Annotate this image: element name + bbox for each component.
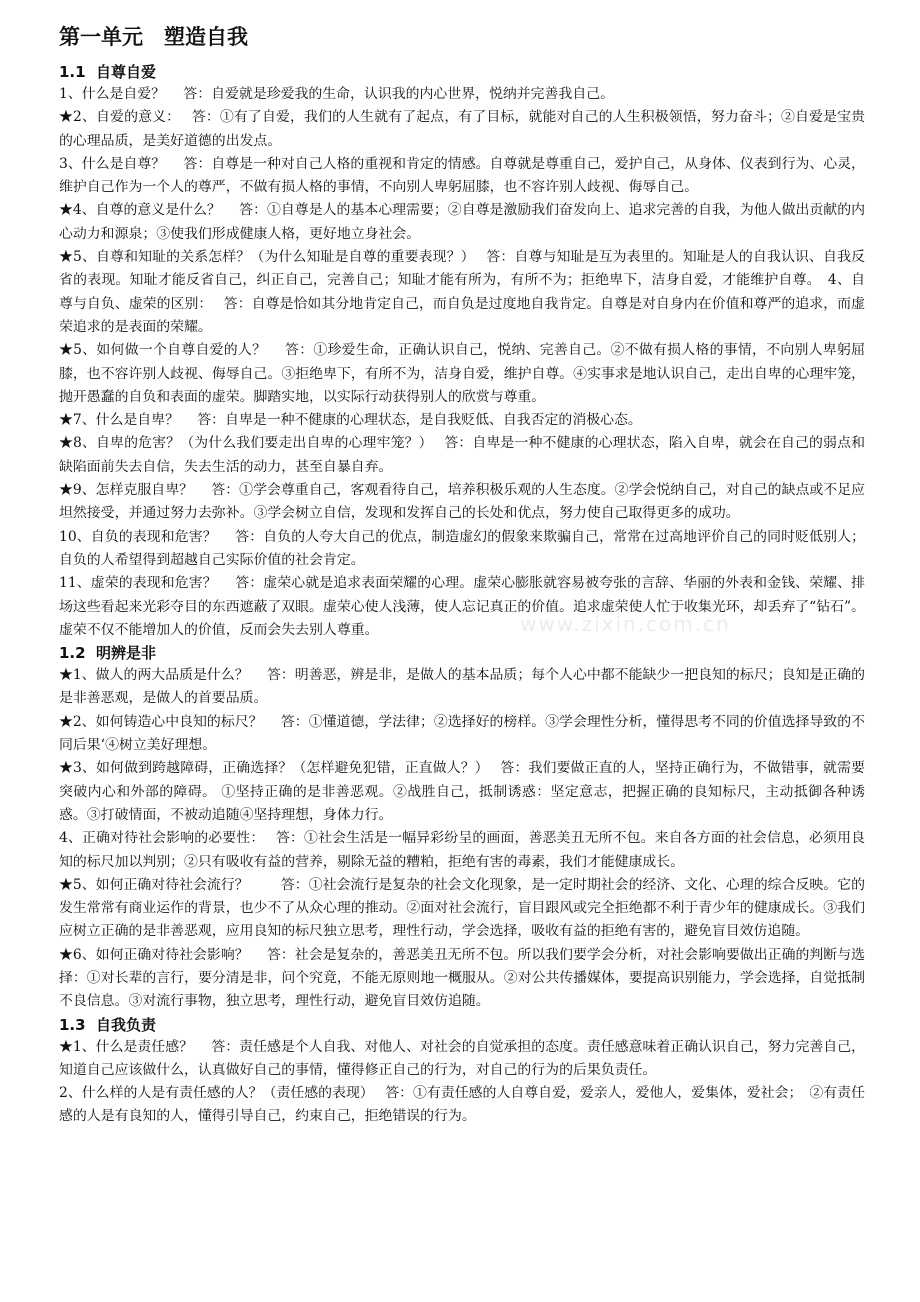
section-right-wrong [59,642,865,1013]
section-heading: 1.2 明辨是非 [59,644,157,663]
section-self-responsibility [59,1014,865,1129]
qa-paragraph: 4、正确对待社会影响的必要性： 答：①社会生活是一幅异彩纷呈的画面，善恶美丑无所不包。来自各方面的社会信息，必须用良知的标尺加以判别；②只有吸收有益的营养，剔除无益的糟粕，拒绝有害的毒素，我们才能健康成长。 [59,830,865,870]
qa-paragraph: 11、虚荣的表现和危害？ 答：虚荣心就是追求表面荣耀的心理。虚荣心膨胀就容易被夸张的言辞、华丽的外表和金钱、荣耀、排场这些看起来光彩夺目的东西遮蔽了双眼。虚荣心使人浅薄，使人忘记真正的价值。追求虚荣使人忙于收集光环，却丢弃了“钻石”。虚荣不仅不能增加人的价值，反而会失去别人尊重。 [59,575,865,638]
qa-paragraph: ★6、如何正确对待社会影响？ 答：社会是复杂的，善恶美丑无所不包。所以我们要学会分析，对社会影响要做出正确的判断与选择：①对长辈的言行，要分清是非，问个究竟，不能无原则地一概服从。②对公共传播媒体，要提高识别能力，学会选择，自觉抵制不良信息。③对流行事物，独立思考，理性行动，避免盲目效仿追随。 [59,946,865,1010]
qa-paragraph: ★5、自尊和知耻的关系怎样？（为什么知耻是自尊的重要表现？） 答：自尊与知耻是互为表里的。知耻是人的自我认识、自我反省的表现。知耻才能反省自己，纠正自己，完善自己；知耻才能有所为，有所不为；拒绝卑下，洁身自爱，才能维护自尊。 4、自尊与自负、虚荣的区别： 答：自尊是恰如其分地肯定自己，而自负是过度地自我肯定。自尊是对自身内在价值和尊严的追求，而虚荣追求的是表面的荣耀。 [59,249,865,335]
watermark: www.zixin.com.cn [520,612,731,636]
qa-paragraph: ★1、做人的两大品质是什么？ 答：明善恶，辨是非，是做人的基本品质；每个人心中都不能缺少一把良知的标尺；良知是正确的是非善恶观，是做人的首要品质。 [59,667,865,707]
qa-paragraph: ★8、自卑的危害？（为什么我们要走出自卑的心理牢笼？） 答：自卑是一种不健康的心理状态，陷入自卑，就会在自己的弱点和缺陷面前失去自信，失去生活的动力，甚至自暴自弃。 [59,435,865,475]
qa-paragraph: ★5、如何做一个自尊自爱的人？ 答：①珍爱生命，正确认识自己，悦纳、完善自己。②不做有损人格的事情，不向别人卑躬屈膝，也不容许别人歧视、侮辱自己。③拒绝卑下，有所不为，洁身自爱，维护自尊。④实事求是地认识自己，走出自卑的心理牢笼，抛开愚蠢的自负和表面的虚荣。脚踏实地，以实际行动获得别人的欣赏与尊重。 [59,342,865,405]
qa-paragraph: ★3、如何做到跨越障碍，正确选择？（怎样避免犯错，正直做人？） 答：我们要做正直的人，坚持正确行为，不做错事，就需要突破内心和外部的障碍。 ①坚持正确的是非善恶观。②战胜自己，抵制诱惑：坚定意志，把握正确的良知标尺，主动抵御各种诱惑。③打破情面，不被动追随④坚持理想，身体力行。 [59,760,865,823]
qa-paragraph: ★2、如何铸造心中良知的标尺？ 答：①懂道德，学法律；②选择好的榜样。③学会理性分析，懂得思考不同的价值选择导致的不同后果‘④树立美好理想。 [59,713,865,754]
qa-paragraph: 10、自负的表现和危害？ 答：自负的人夸大自己的优点，制造虚幻的假象来欺骗自己，常常在过高地评价自己的同时贬低别人；自负的人希望得到超越自己实际价值的社会肯定。 [59,528,865,568]
section-self-respect [59,61,865,642]
qa-paragraph: ★1、什么是责任感？ 答：责任感是个人自我、对他人、对社会的自觉承担的态度。责任感意味着正确认识自己，努力完善自己，知道自己应该做什么，认真做好自己的事情，懂得修正自己的行为，对自己的行为的后果负责任。 [59,1038,865,1078]
qa-paragraph: 1、什么是自爱？ 答：自爱就是珍爱我的生命，认识我的内心世界，悦纳并完善我自己。 [59,86,614,102]
qa-paragraph: ★5、如何正确对待社会流行？ 答：①社会流行是复杂的社会文化现象，是一定时期社会的经济、文化、心理的综合反映。它的发生常常有商业运作的背景，也少不了从众心理的推动。②面对社会流行，盲目跟风或完全拒绝都不利于青少年的健康成长。③我们应树立正确的是非善恶观，应用良知的标尺独立思考，理性行动，学会选择，吸收有益的拒绝有害的，避免盲目效仿追随。 [59,876,865,940]
section-heading: 1.1 自尊自爱 [59,63,157,81]
qa-paragraph: ★4、自尊的意义是什么？ 答：①自尊是人的基本心理需要；②自尊是激励我们奋发向上、追求完善的自我，为他人做出贡献的内心动力和源泉；③使我们形成健康人格，更好地立身社会。 [59,202,865,242]
qa-paragraph: ★9、怎样克服自卑？ 答：①学会尊重自己，客观看待自己，培养积极乐观的人生态度。②学会悦纳自己，对自己的缺点或不足应坦然接受，并通过努力去弥补。③学会树立自信，发现和发挥自己的长处和优点，努力使自己取得更多的成功。 [59,482,865,522]
qa-paragraph: 2、什么样的人是有责任感的人？（责任感的表现） 答：①有责任感的人自尊自爱，爱亲人，爱他人，爱集体，爱社会； ②有责任感的人是有良知的人，懂得引导自己，约束自己，拒绝错误的行为。 [59,1085,865,1125]
qa-paragraph: ★7、什么是自卑？ 答：自卑是一种不健康的心理状态，是自我贬低、自我否定的消极心态。 [59,412,642,429]
unit-title: 第一单元 塑造自我 [59,25,248,49]
qa-paragraph: 3、什么是自尊？ 答：自尊是一种对自己人格的重视和肯定的情感。自尊就是尊重自己，爱护自己，从身体、仪表到行为、心灵，维护自己作为一个人的尊严，不做有损人格的事情，不向别人卑躬屈膝，也不容许别人歧视、侮辱自己。 [59,155,865,196]
section-heading: 1.3 自我负责 [59,1015,157,1034]
qa-paragraph: ★2、自爱的意义： 答：①有了自爱，我们的人生就有了起点，有了目标，就能对自己的人生积极领悟，努力奋斗；②自爱是宝贵的心理品质，是美好道德的出发点。 [59,109,865,149]
